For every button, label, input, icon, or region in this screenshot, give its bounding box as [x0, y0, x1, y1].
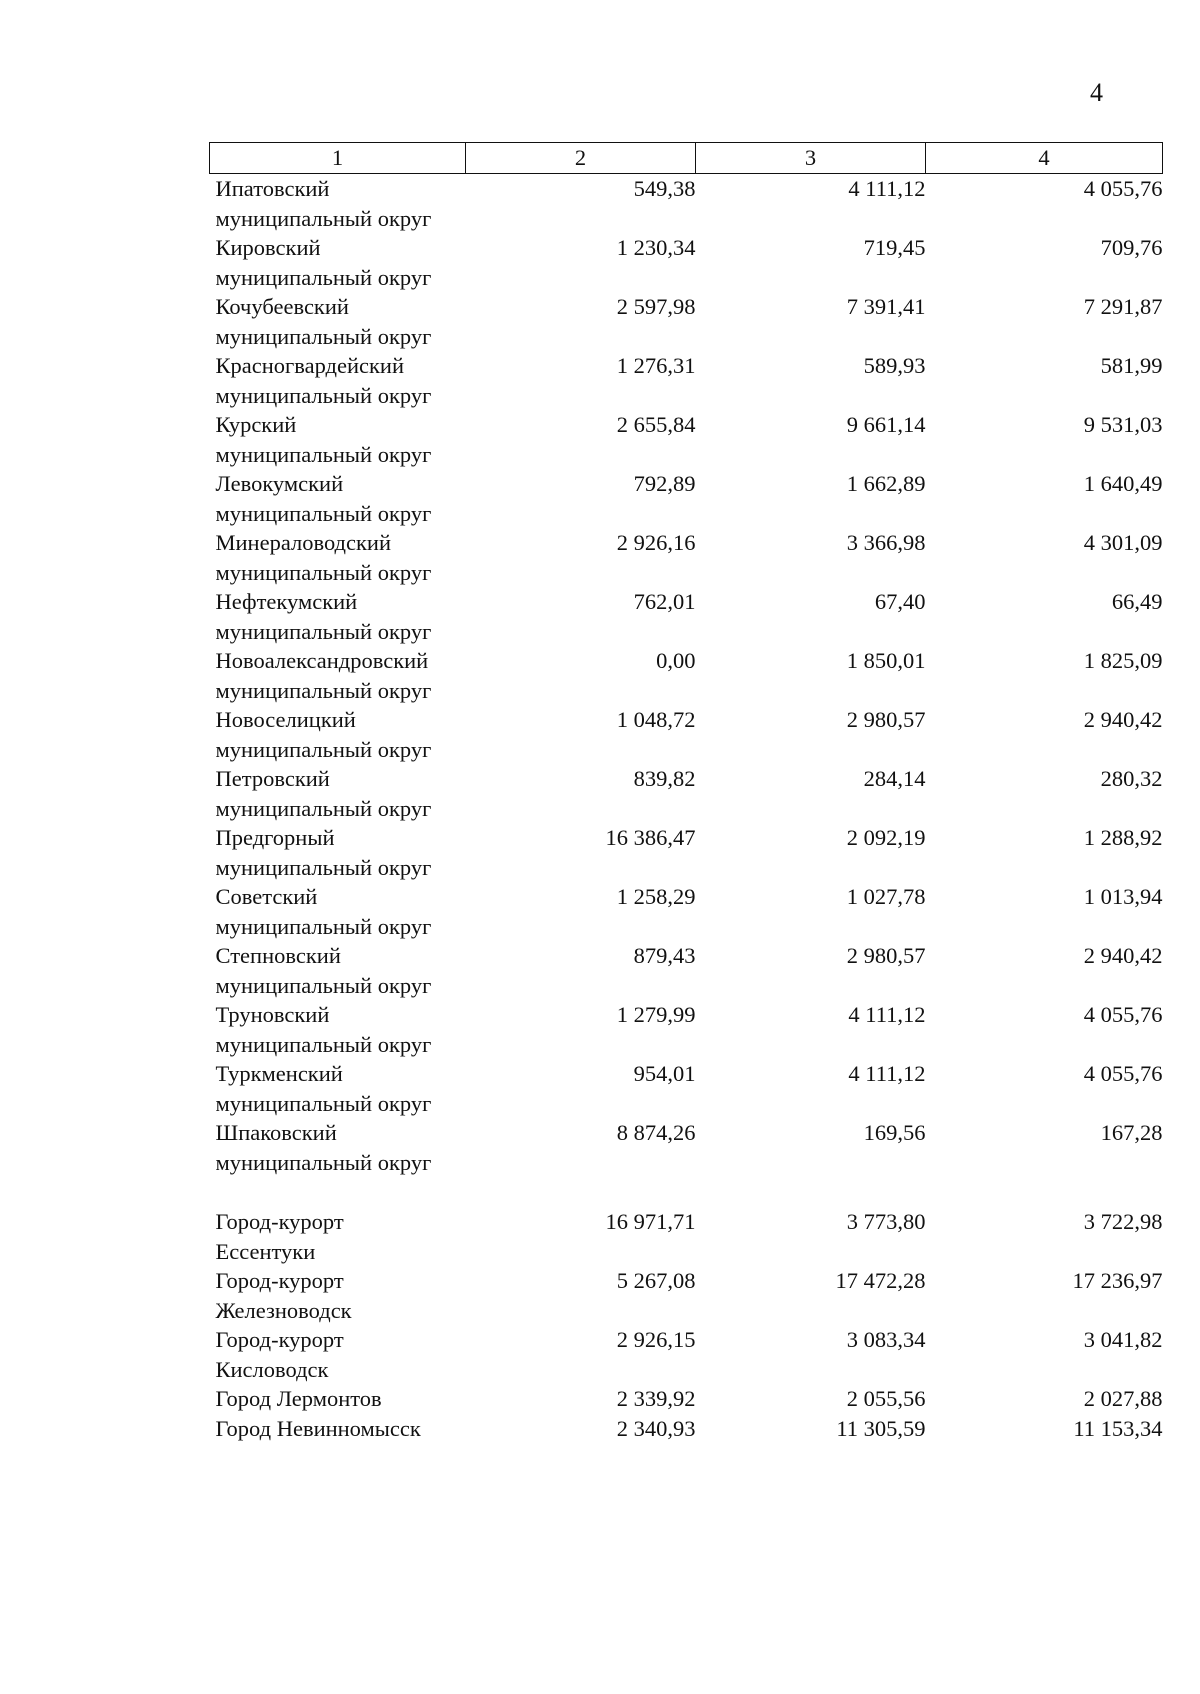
value-cell-c3: 17 472,28	[835, 1268, 926, 1293]
district-name-cell	[210, 1059, 466, 1118]
district-name-cell	[210, 1266, 466, 1325]
table-row	[210, 882, 1163, 941]
value-cell-c4: 581,99	[1100, 353, 1163, 378]
table-row	[210, 292, 1163, 351]
district-name-line-2: муниципальный округ	[215, 913, 432, 939]
value-cell-c4: 1 640,49	[1083, 471, 1163, 496]
table-header	[210, 143, 1163, 174]
district-name-line-1: Город Лермонтов	[215, 1386, 382, 1411]
value-cell-c4: 167,28	[1100, 1120, 1163, 1145]
value-cell-c2: 549,38	[633, 176, 696, 201]
data-table-container	[209, 142, 1162, 1443]
value-cell-c3: 589,93	[863, 353, 926, 378]
district-name-line-2: муниципальный округ	[215, 972, 432, 998]
district-name-cell	[210, 1414, 466, 1444]
district-name-cell	[210, 410, 466, 469]
column-header-4: 4	[926, 143, 1163, 174]
value-cell-c4: 1 013,94	[1083, 884, 1163, 909]
district-name-line-1: Петровский	[215, 766, 330, 791]
district-name-line-2: муниципальный округ	[215, 677, 432, 703]
table-row	[210, 823, 1163, 882]
value-cell-c2: 839,82	[633, 766, 696, 791]
district-name-cell	[210, 764, 466, 823]
value-cell-c2: 16 971,71	[605, 1209, 696, 1234]
table-row	[210, 1000, 1163, 1059]
district-name-line-1: Город-курорт	[215, 1268, 344, 1293]
value-cell-c3: 67,40	[874, 589, 926, 614]
value-cell-c3: 2 980,57	[846, 707, 926, 732]
value-cell-c4: 1 825,09	[1083, 648, 1163, 673]
district-name-line-1: Кировский	[215, 235, 321, 260]
header-row	[210, 143, 1163, 174]
spacer-cell	[210, 1177, 1163, 1207]
district-name-cell	[210, 528, 466, 587]
table-row	[210, 1118, 1163, 1177]
value-cell-c3: 284,14	[863, 766, 926, 791]
value-cell-c3: 4 111,12	[848, 1061, 926, 1086]
district-name-line-2: муниципальный округ	[215, 1149, 432, 1175]
district-name-line-2: муниципальный округ	[215, 264, 432, 290]
district-name-line-1: Город-курорт	[215, 1327, 344, 1352]
district-name-line-1: Новоселицкий	[215, 707, 356, 732]
district-name-line-1: Ипатовский	[215, 176, 330, 201]
district-name-line-1: Город-курорт	[215, 1209, 344, 1234]
district-name-cell	[210, 941, 466, 1000]
value-cell-c2: 2 926,15	[616, 1327, 696, 1352]
value-cell-c4: 3 722,98	[1083, 1209, 1163, 1234]
table-row	[210, 528, 1163, 587]
value-cell-c2: 8 874,26	[616, 1120, 696, 1145]
value-cell-c2: 2 339,92	[616, 1386, 696, 1411]
district-name-cell	[210, 351, 466, 410]
district-name-cell	[210, 233, 466, 292]
table-row	[210, 1207, 1163, 1266]
district-name-line-2: муниципальный округ	[215, 1031, 432, 1057]
table-row	[210, 941, 1163, 1000]
table-row	[210, 233, 1163, 292]
table-row	[210, 1325, 1163, 1384]
district-name-line-1: Туркменский	[215, 1061, 343, 1086]
district-name-cell	[210, 1207, 466, 1266]
value-cell-c3: 4 111,12	[848, 176, 926, 201]
district-name-line-1: Новоалександровский	[215, 648, 429, 673]
data-table	[209, 142, 1163, 1443]
value-cell-c2: 2 340,93	[616, 1415, 696, 1441]
value-cell-c3: 11 305,59	[836, 1415, 926, 1441]
value-cell-c2: 1 230,34	[616, 235, 696, 260]
district-name-line-1: Труновский	[215, 1002, 330, 1027]
column-header-2: 2	[466, 143, 696, 174]
district-name-line-2: муниципальный округ	[215, 618, 432, 644]
value-cell-c4: 2 940,42	[1083, 707, 1163, 732]
district-name-cell	[210, 174, 466, 234]
value-cell-c4: 66,49	[1111, 589, 1163, 614]
value-cell-c4: 11 153,34	[1073, 1415, 1163, 1441]
district-name-cell	[210, 587, 466, 646]
page-number: 4	[1090, 78, 1103, 107]
district-name-line-2: муниципальный округ	[215, 500, 432, 526]
value-cell-c4: 2 027,88	[1083, 1386, 1163, 1411]
district-name-line-1: Советский	[215, 884, 318, 909]
district-name-line-2: муниципальный округ	[215, 736, 432, 762]
value-cell-c4: 709,76	[1100, 235, 1163, 260]
district-name-line-2: Кисловодск	[215, 1356, 329, 1382]
table-row	[210, 174, 1163, 234]
value-cell-c4: 4 055,76	[1083, 1002, 1163, 1027]
district-name-line-2: Ессентуки	[215, 1238, 316, 1264]
value-cell-c2: 1 279,99	[616, 1002, 696, 1027]
value-cell-c2: 5 267,08	[616, 1268, 696, 1293]
district-name-line-2: муниципальный округ	[215, 382, 432, 408]
district-name-line-1: Нефтекумский	[215, 589, 358, 614]
value-cell-c3: 1 850,01	[846, 648, 926, 673]
value-cell-c3: 2 980,57	[846, 943, 926, 968]
value-cell-c3: 9 661,14	[846, 412, 926, 437]
value-cell-c3: 2 092,19	[846, 825, 926, 850]
district-name-line-2: муниципальный округ	[215, 205, 432, 231]
value-cell-c4: 1 288,92	[1083, 825, 1163, 850]
district-name-line-1: Город Невинномысск	[215, 1415, 421, 1441]
value-cell-c4: 4 055,76	[1083, 176, 1163, 201]
district-name-line-1: Красногвардейский	[215, 353, 404, 378]
table-row	[210, 1384, 1163, 1414]
district-name-line-2: Железноводск	[215, 1297, 352, 1323]
value-cell-c2: 2 597,98	[616, 294, 696, 319]
value-cell-c3: 2 055,56	[846, 1386, 926, 1411]
district-name-cell	[210, 705, 466, 764]
district-name-cell	[210, 1000, 466, 1059]
district-name-line-1: Минераловодский	[215, 530, 392, 555]
table-row	[210, 587, 1163, 646]
district-name-cell	[210, 292, 466, 351]
district-name-line-1: Курский	[215, 412, 297, 437]
district-name-cell	[210, 1384, 466, 1414]
value-cell-c2: 2 655,84	[616, 412, 696, 437]
value-cell-c4: 2 940,42	[1083, 943, 1163, 968]
district-name-cell	[210, 1325, 466, 1384]
district-name-cell	[210, 646, 466, 705]
table-row	[210, 705, 1163, 764]
district-name-line-2: муниципальный округ	[215, 1090, 432, 1116]
value-cell-c4: 4 301,09	[1083, 530, 1163, 555]
district-name-cell	[210, 1118, 466, 1177]
value-cell-c3: 1 662,89	[846, 471, 926, 496]
district-name-line-2: муниципальный округ	[215, 323, 432, 349]
value-cell-c3: 169,56	[863, 1120, 926, 1145]
district-name-line-1: Кочубеевский	[215, 294, 349, 319]
value-cell-c2: 1 258,29	[616, 884, 696, 909]
district-name-line-2: муниципальный округ	[215, 795, 432, 821]
table-row	[210, 1266, 1163, 1325]
district-name-cell	[210, 823, 466, 882]
group-spacer-row	[210, 1177, 1163, 1207]
value-cell-c3: 3 366,98	[846, 530, 926, 555]
district-name-cell	[210, 882, 466, 941]
district-name-cell	[210, 469, 466, 528]
value-cell-c4: 280,32	[1100, 766, 1163, 791]
table-row	[210, 1414, 1163, 1444]
value-cell-c2: 1 276,31	[616, 353, 696, 378]
value-cell-c2: 0,00	[656, 648, 696, 673]
table-row	[210, 646, 1163, 705]
value-cell-c3: 7 391,41	[846, 294, 926, 319]
value-cell-c3: 1 027,78	[846, 884, 926, 909]
value-cell-c3: 3 773,80	[846, 1209, 926, 1234]
value-cell-c2: 792,89	[633, 471, 696, 496]
value-cell-c2: 954,01	[633, 1061, 696, 1086]
district-name-line-2: муниципальный округ	[215, 559, 432, 585]
column-header-3: 3	[696, 143, 926, 174]
value-cell-c3: 3 083,34	[846, 1327, 926, 1352]
value-cell-c4: 7 291,87	[1083, 294, 1163, 319]
value-cell-c3: 719,45	[863, 235, 926, 260]
table-row	[210, 410, 1163, 469]
value-cell-c2: 2 926,16	[616, 530, 696, 555]
district-name-line-1: Шпаковский	[215, 1120, 337, 1145]
value-cell-c4: 3 041,82	[1083, 1327, 1163, 1352]
value-cell-c2: 16 386,47	[605, 825, 696, 850]
district-name-line-1: Левокумский	[215, 471, 344, 496]
value-cell-c2: 1 048,72	[616, 707, 696, 732]
district-name-line-2: муниципальный округ	[215, 441, 432, 467]
district-name-line-2: муниципальный округ	[215, 854, 432, 880]
table-row	[210, 469, 1163, 528]
table-row	[210, 1059, 1163, 1118]
value-cell-c2: 879,43	[633, 943, 696, 968]
table-body	[210, 174, 1163, 1444]
table-row	[210, 764, 1163, 823]
table-row	[210, 351, 1163, 410]
column-header-1: 1	[210, 143, 466, 174]
district-name-line-1: Предгорный	[215, 825, 335, 850]
value-cell-c2: 762,01	[633, 589, 696, 614]
value-cell-c4: 17 236,97	[1072, 1268, 1163, 1293]
district-name-line-1: Степновский	[215, 943, 341, 968]
value-cell-c4: 9 531,03	[1083, 412, 1163, 437]
value-cell-c4: 4 055,76	[1083, 1061, 1163, 1086]
value-cell-c3: 4 111,12	[848, 1002, 926, 1027]
